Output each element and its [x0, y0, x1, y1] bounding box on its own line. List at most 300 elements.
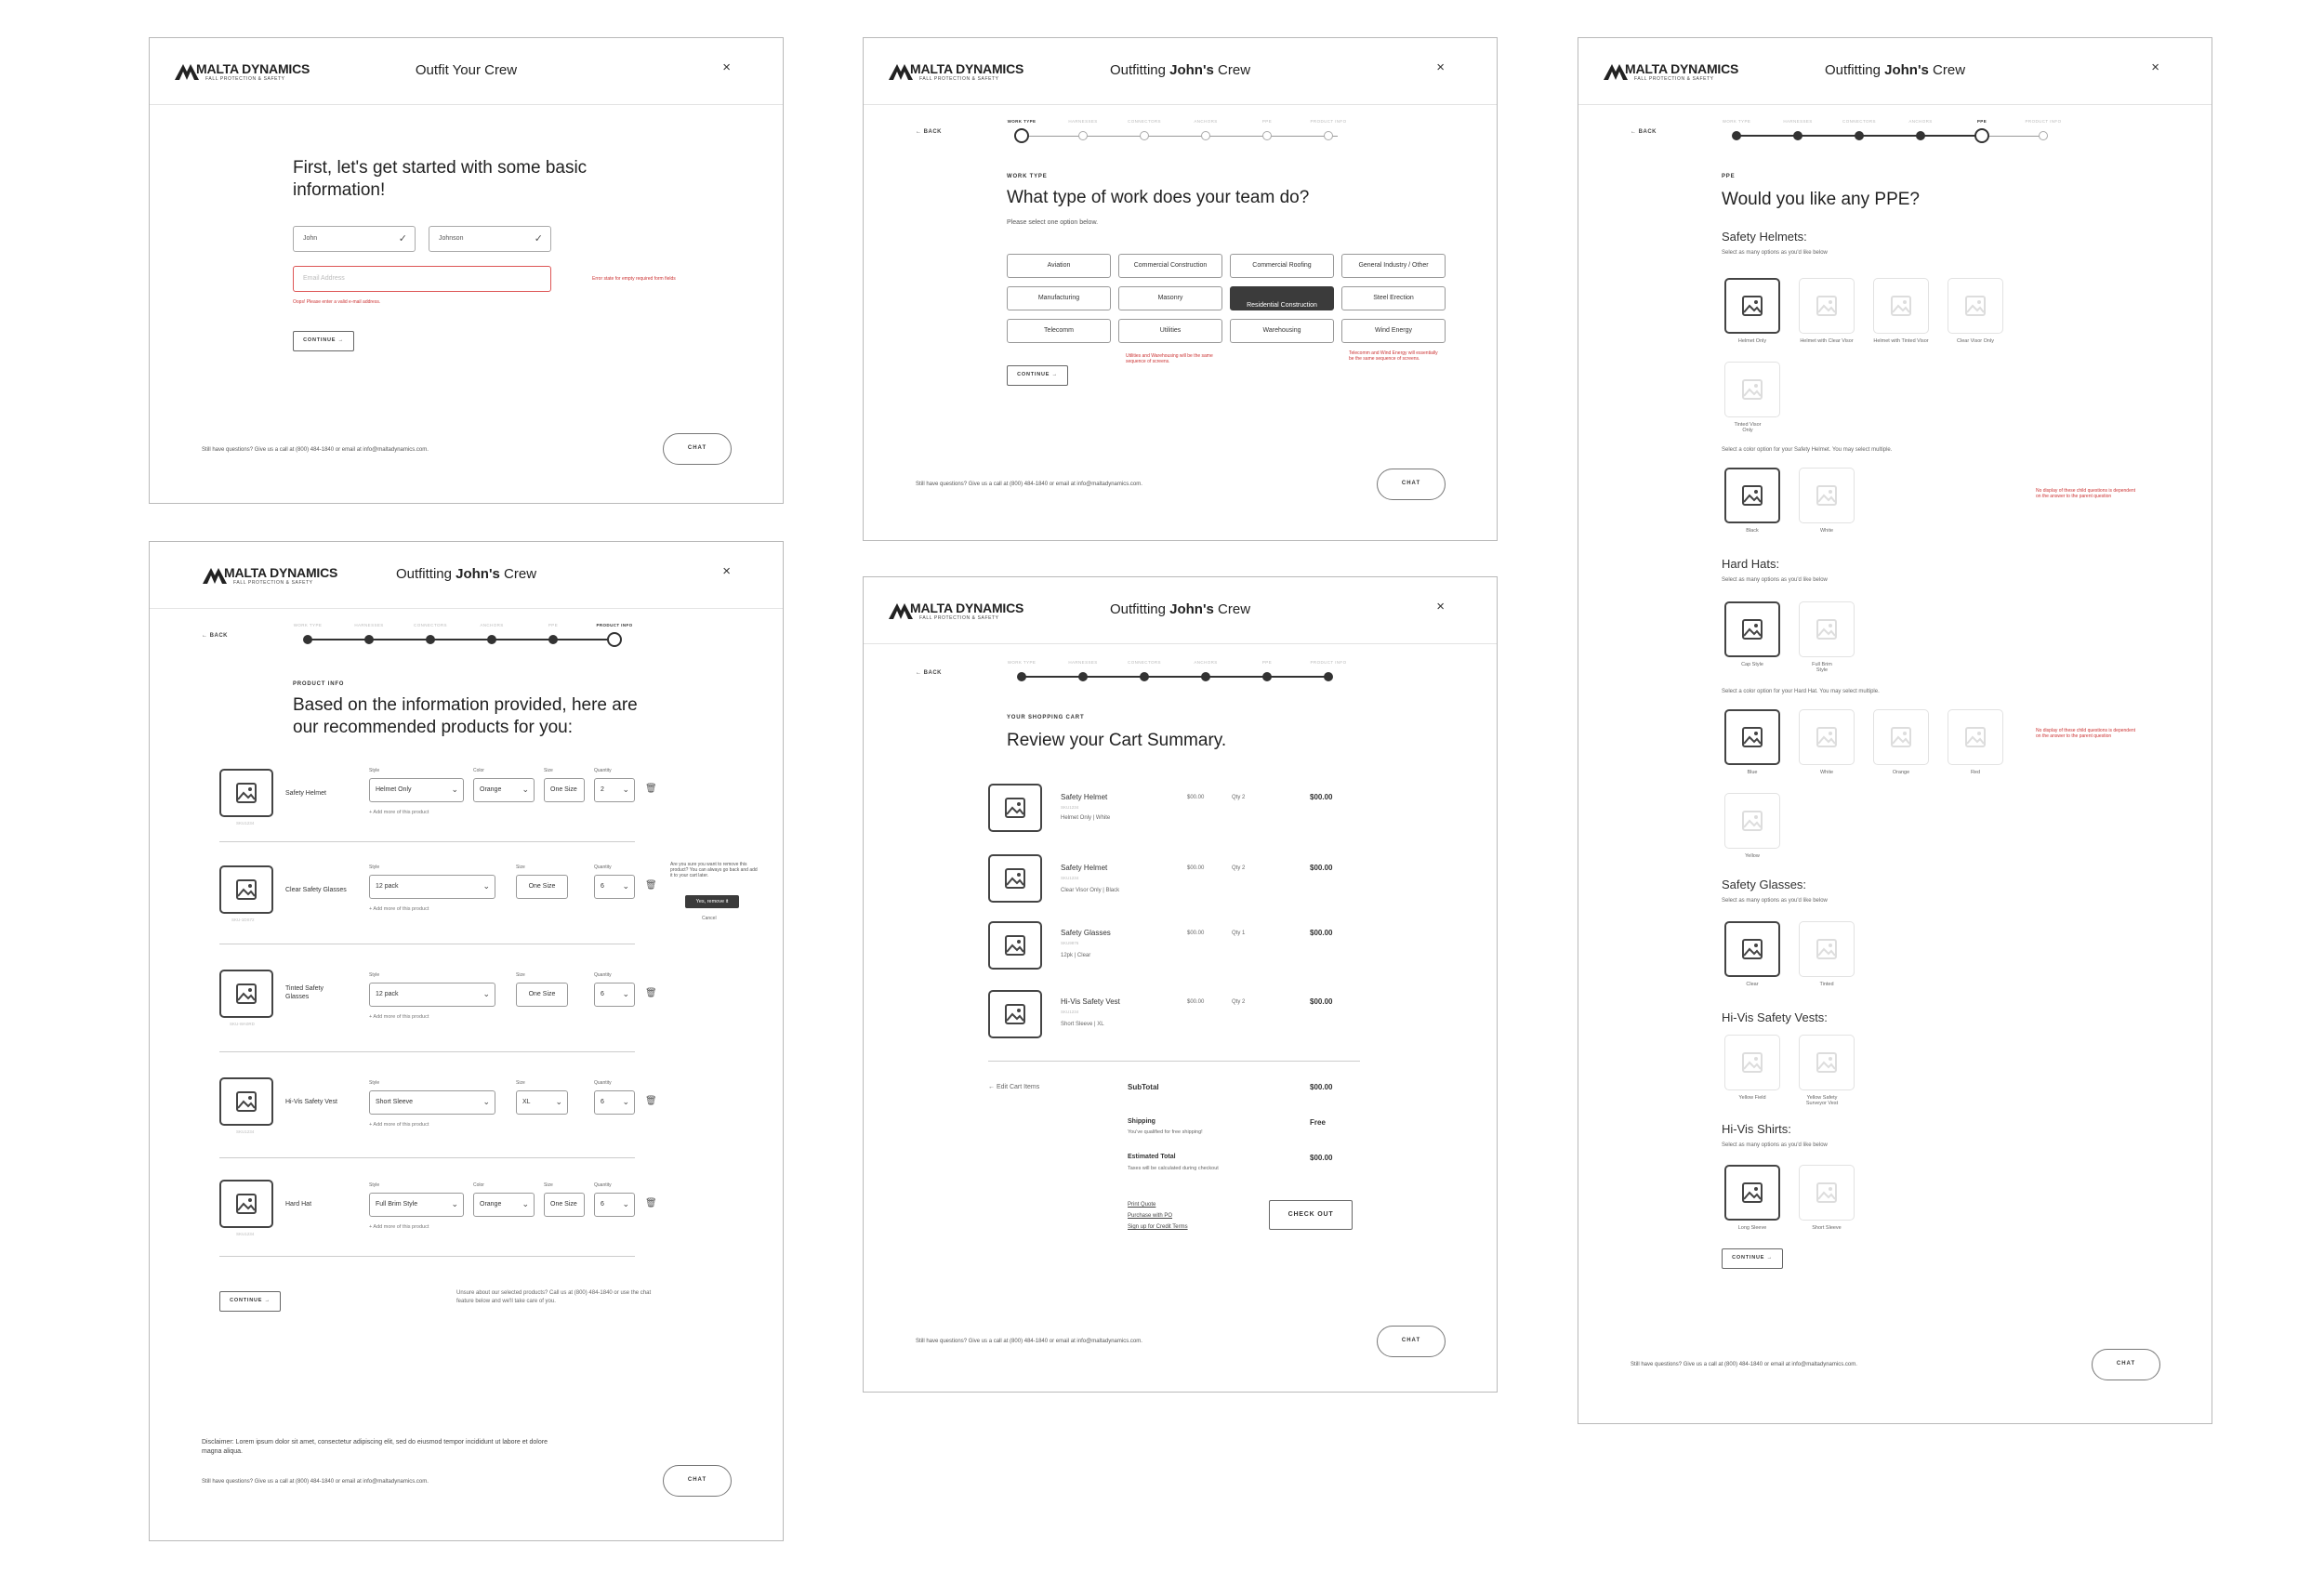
hardhats-hint: Select as many options as you'd like below	[1722, 577, 1828, 583]
field-label: Quantity	[594, 865, 612, 870]
step-dot	[1078, 131, 1088, 140]
image-icon	[1741, 1182, 1763, 1204]
page-subtext: Please select one option below.	[1007, 219, 1099, 226]
continue-button[interactable]: CONTINUE →	[1722, 1248, 1783, 1269]
cart-item-detail: 12pk | Clear	[1061, 953, 1091, 958]
check-icon: ✓	[534, 233, 543, 244]
screen-work-type	[863, 37, 1498, 541]
quantity-select[interactable]: 6 ⌄	[594, 1090, 635, 1115]
first-name-field[interactable]: John ✓	[293, 226, 416, 252]
step-label: CONNECTORS	[1128, 660, 1161, 665]
cart-item-name: Safety Helmet	[1061, 864, 1108, 872]
product-image	[219, 865, 273, 914]
option-caption: Clear Visor Only	[1957, 338, 1994, 344]
chevron-down-icon: ⌄	[482, 881, 490, 891]
work-type-option[interactable]: Aviation	[1007, 254, 1111, 278]
add-more-link[interactable]: + Add more of this product	[369, 1122, 429, 1128]
field-label: Style	[369, 1080, 380, 1086]
image-icon	[1816, 484, 1838, 507]
step-label: PPE	[548, 623, 559, 627]
page-heading: Based on the information provided, here are our recommended products for you:	[293, 695, 638, 737]
image-icon	[1816, 726, 1838, 748]
image-icon	[1890, 726, 1912, 748]
credit-terms-link[interactable]: Sign up for Credit Terms	[1128, 1224, 1188, 1230]
step-dot	[487, 635, 496, 644]
helmet-option[interactable]	[1724, 362, 1780, 417]
cart-item-qty: Qty 2	[1232, 865, 1246, 871]
cart-item-image	[988, 921, 1042, 970]
image-icon	[1816, 938, 1838, 960]
trash-icon[interactable]: 🗑	[645, 1198, 657, 1208]
step-dot	[1262, 672, 1272, 681]
chevron-down-icon: ⌄	[522, 1199, 529, 1208]
step-dot	[1324, 131, 1333, 140]
screen-ppe	[1578, 37, 2212, 1424]
modal-title: Outfitting John's Crew	[1109, 62, 1251, 78]
progress-stepper	[293, 623, 633, 651]
option-caption: White	[1819, 770, 1834, 775]
divider	[988, 1061, 1360, 1062]
chevron-down-icon: ⌄	[622, 881, 629, 891]
step-dot	[1916, 131, 1925, 140]
checkout-button[interactable]: CHECK OUT	[1269, 1200, 1353, 1230]
chevron-down-icon: ⌄	[622, 1199, 629, 1208]
footer-contact: Still have questions? Give us a call at (800) 484-1840 or email at info@maltadynamics.com.	[1631, 1362, 1857, 1367]
step-dot	[364, 635, 374, 644]
glasses-hint: Select as many options as you'd like below	[1722, 898, 1828, 904]
step-label: PPE	[1261, 119, 1273, 124]
section-eyebrow: PRODUCT INFO	[293, 681, 345, 687]
field-label: Quantity	[594, 768, 612, 773]
helmet-option[interactable]	[1799, 278, 1855, 334]
image-icon	[235, 782, 257, 804]
cart-item-sku: SKU1234	[1061, 1010, 1079, 1014]
glasses-option[interactable]	[1724, 921, 1780, 977]
cart-item-detail: Clear Visor Only | Black	[1061, 888, 1120, 893]
hardhat-color-option[interactable]	[1724, 793, 1780, 849]
product-sku: SKU1234	[236, 821, 255, 825]
close-icon[interactable]: ×	[722, 563, 731, 579]
chevron-down-icon: ⌄	[451, 1199, 458, 1208]
cart-item-qty: Qty 1	[1232, 931, 1246, 936]
progress-stepper	[1007, 119, 1347, 147]
step-label: HARNESSES	[354, 623, 384, 627]
cart-item-sku: SKU9876	[1061, 941, 1079, 945]
vest-option[interactable]	[1799, 1035, 1855, 1090]
field-label: Quantity	[594, 1182, 612, 1188]
footer-contact: Still have questions? Give us a call at (800) 484-1840 or email at info@maltadynamics.com.	[916, 482, 1142, 487]
image-icon	[1816, 1051, 1838, 1074]
image-icon	[1741, 810, 1763, 832]
shipping-label: Shipping	[1128, 1118, 1155, 1125]
field-label: Size	[544, 768, 553, 773]
remove-cancel-link[interactable]: Cancel	[702, 916, 717, 921]
option-caption: Short Sleeve	[1812, 1225, 1842, 1231]
image-icon	[235, 1193, 257, 1215]
step-label: PPE	[1261, 660, 1273, 665]
disclaimer: Disclaimer: Lorem ipsum dolor sit amet, consectetur adipiscing elit, sed do eiusmod tempor incididunt ut labore et dolore magna aliqua.	[202, 1439, 548, 1455]
modal-title: Outfitting John's Crew	[1109, 601, 1251, 617]
brand-logo: MALTA DYNAMICS FALL PROTECTION & SAFETY	[888, 600, 1027, 624]
image-icon	[1004, 934, 1026, 957]
step-dot	[1974, 128, 1989, 143]
image-icon	[235, 878, 257, 901]
add-more-link[interactable]: + Add more of this product	[369, 1224, 429, 1230]
cart-item-price: $00.00	[1187, 795, 1205, 800]
work-type-option[interactable]: Manufacturing	[1007, 286, 1111, 310]
image-icon	[1741, 484, 1763, 507]
add-more-link[interactable]: + Add more of this product	[369, 810, 429, 815]
option-caption: Yellow Field	[1738, 1095, 1766, 1101]
step-dot	[607, 632, 622, 647]
subtotal-label: SubTotal	[1128, 1083, 1159, 1091]
cart-item-detail: Short Sleeve | XL	[1061, 1022, 1104, 1027]
cart-item-name: Hi-Vis Safety Vest	[1061, 997, 1120, 1006]
step-label: CONNECTORS	[1842, 119, 1876, 124]
step-label: ANCHORS	[1908, 119, 1933, 124]
chevron-down-icon: ⌄	[482, 989, 490, 998]
work-type-option[interactable]: General Industry / Other	[1341, 254, 1446, 278]
step-label: HARNESSES	[1783, 119, 1813, 124]
trash-icon[interactable]: 🗑	[645, 988, 657, 998]
chat-button[interactable]: CHAT	[1377, 1326, 1446, 1357]
field-label: Quantity	[594, 1080, 612, 1086]
brand-logo: MALTA DYNAMICS FALL PROTECTION & SAFETY	[888, 60, 1027, 85]
image-icon	[1741, 938, 1763, 960]
step-label: PPE	[1976, 119, 1987, 124]
image-icon	[1964, 726, 1987, 748]
cart-item-qty: Qty 2	[1232, 795, 1246, 800]
progress-stepper	[1722, 119, 2062, 147]
work-type-option[interactable]: Commercial Roofing	[1230, 254, 1334, 278]
work-type-option[interactable]: Wind Energy	[1341, 319, 1446, 343]
helmet-option[interactable]	[1948, 278, 2003, 334]
field-label: Size	[516, 1080, 525, 1086]
brand-logo: MALTA DYNAMICS FALL PROTECTION & SAFETY	[202, 564, 341, 588]
product-sku: SKU-1DS72	[231, 918, 255, 922]
brand-logo: MALTA DYNAMICS FALL PROTECTION & SAFETY	[174, 60, 313, 85]
field-label: Quantity	[594, 972, 612, 978]
image-icon	[1004, 1003, 1026, 1025]
close-icon[interactable]: ×	[2151, 59, 2159, 75]
trash-icon[interactable]: 🗑	[645, 1096, 657, 1106]
hardhat-color-option[interactable]	[1724, 709, 1780, 765]
close-icon[interactable]: ×	[1436, 599, 1445, 614]
style-select[interactable]: 12 pack ⌄	[369, 983, 495, 1007]
option-caption: Helmet with Clear Visor	[1800, 338, 1854, 344]
step-dot	[548, 635, 558, 644]
section-eyebrow: PPE	[1722, 174, 1736, 179]
step-label: PRODUCT INFO	[596, 623, 633, 627]
step-dot	[1140, 672, 1149, 681]
chevron-down-icon: ⌄	[622, 1097, 629, 1106]
edit-cart-link[interactable]: ← Edit Cart Items	[988, 1084, 1040, 1090]
product-name: Tinted Safety Glasses	[285, 985, 324, 1000]
product-sku: SKU1234	[236, 1232, 255, 1236]
product-sku: SKU-WA0RD	[230, 1022, 255, 1026]
image-icon	[1741, 1051, 1763, 1074]
image-icon	[235, 1090, 257, 1113]
cart-item-total: $00.00	[1310, 997, 1333, 1006]
image-icon	[1890, 295, 1912, 317]
divider	[219, 1051, 635, 1052]
step-label: CONNECTORS	[1128, 119, 1161, 124]
field-label: Color	[473, 1182, 484, 1188]
hardhat-color-hint: Select a color option for your Hard Hat. You may select multiple.	[1722, 689, 1880, 694]
add-more-link[interactable]: + Add more of this product	[369, 906, 429, 912]
page-heading: What type of work does your team do?	[1007, 188, 1310, 207]
hardhat-option[interactable]	[1724, 601, 1780, 657]
image-icon	[1816, 1182, 1838, 1204]
arrow-left-icon: ←	[988, 1084, 997, 1090]
quantity-select[interactable]: 6 ⌄	[594, 1193, 635, 1217]
step-dot	[303, 635, 312, 644]
field-label: Style	[369, 1182, 380, 1188]
cart-item-detail: Helmet Only | White	[1061, 815, 1111, 821]
style-select[interactable]: 12 pack ⌄	[369, 875, 495, 899]
option-caption: Yellow Safety Surveyor Vest	[1805, 1095, 1839, 1106]
chat-button[interactable]: CHAT	[663, 433, 732, 465]
option-caption: Yellow	[1745, 853, 1760, 859]
field-label: Style	[369, 865, 380, 870]
field-label: Size	[516, 865, 525, 870]
quantity-select[interactable]: 2 ⌄	[594, 778, 635, 802]
option-caption: Long Sleeve	[1737, 1225, 1767, 1231]
glasses-title: Safety Glasses:	[1722, 878, 1807, 891]
cart-item-total: $00.00	[1310, 929, 1333, 937]
cart-item-image	[988, 784, 1042, 832]
back-link[interactable]: ← BACK	[916, 129, 942, 135]
chevron-down-icon: ⌄	[482, 1097, 490, 1106]
annotation-note: Telecomm and Wind Energy will essentially be the same sequence of screens.	[1349, 350, 1438, 362]
step-label: PRODUCT INFO	[2025, 119, 2062, 124]
work-type-option[interactable]: Warehousing	[1230, 319, 1334, 343]
page-heading: Would you like any PPE?	[1722, 190, 1920, 209]
color-select[interactable]: Orange ⌄	[473, 1193, 535, 1217]
option-caption: Red	[1970, 770, 1981, 775]
cart-item-name: Safety Helmet	[1061, 793, 1108, 801]
chat-button[interactable]: CHAT	[2092, 1349, 2160, 1380]
divider	[219, 841, 635, 842]
option-caption: Blue	[1747, 770, 1758, 775]
color-select[interactable]: Orange ⌄	[473, 778, 535, 802]
helmet-color-hint: Select a color option for your Safety Helmet. You may select multiple.	[1722, 447, 1893, 453]
divider	[219, 1256, 635, 1257]
back-link[interactable]: ← BACK	[202, 633, 228, 639]
purchase-po-link[interactable]: Purchase with PO	[1128, 1213, 1173, 1219]
modal-title: Outfitting John's Crew	[395, 566, 537, 582]
work-type-option[interactable]: Telecomm	[1007, 319, 1111, 343]
work-type-option-selected[interactable]: Residential Construction	[1230, 286, 1334, 310]
step-dot	[1201, 131, 1210, 140]
step-dot	[426, 635, 435, 644]
shirt-option[interactable]	[1799, 1165, 1855, 1221]
product-name: Clear Safety Glasses	[285, 887, 347, 893]
product-name: Safety Helmet	[285, 790, 326, 797]
work-type-option[interactable]: Masonry	[1118, 286, 1222, 310]
section-eyebrow: YOUR SHOPPING CART	[1007, 715, 1085, 720]
print-quote-link[interactable]: Print Quote	[1128, 1202, 1156, 1208]
shipping-note: You've qualified for free shipping!	[1128, 1129, 1203, 1135]
step-dot	[1140, 131, 1149, 140]
option-caption: Cap Style	[1741, 662, 1763, 667]
back-link[interactable]: ← BACK	[1631, 129, 1657, 135]
cart-item-image	[988, 854, 1042, 903]
add-more-link[interactable]: + Add more of this product	[369, 1014, 429, 1020]
helmet-color-option[interactable]	[1724, 468, 1780, 523]
chat-button[interactable]: CHAT	[1377, 469, 1446, 500]
cart-item-sku: SKU1234	[1061, 805, 1079, 810]
subtotal-value: $00.00	[1310, 1083, 1333, 1091]
cart-item-total: $00.00	[1310, 793, 1333, 801]
shirt-option[interactable]	[1724, 1165, 1780, 1221]
screen-product-info	[149, 541, 784, 1541]
unsure-help-text: Unsure about our selected products? Call us at (800) 484-1840 or use the chat feature below and we'll take care of you.	[456, 1290, 652, 1304]
footer-contact: Still have questions? Give us a call at (800) 484-1840 or email at info@maltadynamics.com.	[916, 1339, 1142, 1344]
chevron-down-icon: ⌄	[622, 785, 629, 794]
image-icon	[1741, 378, 1763, 401]
helmet-color-option[interactable]	[1799, 468, 1855, 523]
vest-option[interactable]	[1724, 1035, 1780, 1090]
size-select[interactable]: XL ⌄	[516, 1090, 568, 1115]
step-dot	[1262, 131, 1272, 140]
cart-item-price: $00.00	[1187, 865, 1205, 871]
size-field[interactable]: One Size	[516, 983, 568, 1007]
footer-contact: Still have questions? Give us a call at (800) 484-1840 or email at info@maltadynamics.com.	[202, 1479, 429, 1485]
trash-icon[interactable]: 🗑	[645, 880, 657, 891]
style-select[interactable]: Helmet Only ⌄	[369, 778, 464, 802]
modal-header	[150, 542, 783, 609]
shirts-hint: Select as many options as you'd like below	[1722, 1142, 1828, 1148]
step-label: ANCHORS	[480, 623, 504, 627]
helmet-option[interactable]	[1724, 278, 1780, 334]
option-caption: Black	[1746, 528, 1759, 534]
close-icon[interactable]: ×	[722, 59, 731, 75]
step-dot	[1017, 672, 1026, 681]
step-dot	[1732, 131, 1741, 140]
step-label: PRODUCT INFO	[1310, 119, 1347, 124]
image-icon	[1004, 867, 1026, 890]
field-label: Style	[369, 768, 380, 773]
step-label: ANCHORS	[1194, 119, 1218, 124]
hardhat-option[interactable]	[1799, 601, 1855, 657]
size-field[interactable]: One Size	[516, 875, 568, 899]
image-icon	[1741, 726, 1763, 748]
option-caption: Tinted	[1819, 982, 1834, 987]
modal-header	[864, 38, 1497, 105]
helmet-option[interactable]	[1873, 278, 1929, 334]
step-dot	[1014, 128, 1029, 143]
product-name: Hard Hat	[285, 1201, 312, 1208]
back-link[interactable]: ← BACK	[916, 670, 942, 676]
option-caption: Helmet with Tinted Visor	[1873, 338, 1929, 344]
size-field[interactable]: One Size	[544, 778, 585, 802]
style-select[interactable]: Full Brim Style ⌄	[369, 1193, 464, 1217]
step-label: PRODUCT INFO	[1310, 660, 1347, 665]
step-label: WORK TYPE	[1007, 119, 1037, 124]
option-caption: Full Brim Style	[1812, 662, 1832, 673]
size-field[interactable]: One Size	[544, 1193, 585, 1217]
hardhat-color-option[interactable]	[1948, 709, 2003, 765]
modal-header	[1578, 38, 2212, 105]
trash-icon[interactable]: 🗑	[645, 784, 657, 794]
cart-item-sku: SKU1234	[1061, 876, 1079, 880]
remove-confirm-button[interactable]: Yes, remove it	[685, 895, 739, 908]
page-heading: Review your Cart Summary.	[1007, 731, 1227, 750]
quantity-select[interactable]: 6 ⌄	[594, 983, 635, 1007]
cart-item-price: $00.00	[1187, 931, 1205, 936]
image-icon	[235, 983, 257, 1005]
step-label: CONNECTORS	[414, 623, 447, 627]
glasses-option[interactable]	[1799, 921, 1855, 977]
chat-button[interactable]: CHAT	[663, 1465, 732, 1497]
modal-title: Outfit Your Crew	[415, 62, 518, 78]
step-dot	[1324, 672, 1333, 681]
shipping-value: Free	[1310, 1118, 1326, 1127]
field-label: Color	[473, 768, 484, 773]
product-image	[219, 1180, 273, 1228]
step-label: WORK TYPE	[1007, 660, 1037, 665]
work-type-option[interactable]: Steel Erection	[1341, 286, 1446, 310]
cart-item-total: $00.00	[1310, 864, 1333, 872]
cart-item-qty: Qty 2	[1232, 999, 1246, 1005]
step-dot	[2039, 131, 2048, 140]
step-label: HARNESSES	[1068, 660, 1098, 665]
option-caption: White	[1819, 528, 1834, 534]
image-icon	[1741, 295, 1763, 317]
close-icon[interactable]: ×	[1436, 59, 1445, 75]
error-annotation: Error state for empty required form fields	[592, 276, 676, 282]
helmets-title: Safety Helmets:	[1722, 230, 1807, 244]
cart-item-price: $00.00	[1187, 999, 1205, 1005]
work-type-option[interactable]: Commercial Construction	[1118, 254, 1222, 278]
modal-title: Outfitting John's Crew	[1824, 62, 1966, 78]
chevron-down-icon: ⌄	[451, 785, 458, 794]
email-field[interactable]: Email Address	[293, 266, 551, 292]
estimated-total-label: Estimated Total	[1128, 1154, 1176, 1160]
option-caption: Helmet Only	[1737, 338, 1767, 344]
continue-button[interactable]: CONTINUE →	[293, 331, 354, 351]
check-icon: ✓	[398, 233, 407, 244]
step-dot	[1793, 131, 1802, 140]
hardhat-color-option[interactable]	[1873, 709, 1929, 765]
image-icon	[1816, 618, 1838, 640]
step-label: HARNESSES	[1068, 119, 1098, 124]
remove-confirm-text: Are you sure you want to remove this product? You can always go back and add it to your cart later.	[670, 862, 758, 878]
estimated-total-value: $00.00	[1310, 1154, 1333, 1162]
modal-header	[150, 38, 783, 105]
option-caption: Tinted Visor Only	[1734, 422, 1762, 433]
chevron-down-icon: ⌄	[555, 1097, 562, 1106]
continue-button[interactable]: CONTINUE →	[219, 1291, 281, 1312]
option-caption: Clear	[1746, 982, 1759, 987]
last-name-field[interactable]: Johnson ✓	[429, 226, 551, 252]
progress-stepper	[1007, 660, 1347, 688]
style-select[interactable]: Short Sleeve ⌄	[369, 1090, 495, 1115]
hardhat-color-option[interactable]	[1799, 709, 1855, 765]
field-label: Size	[544, 1182, 553, 1188]
page-heading: First, let's get started with some basic information!	[293, 158, 588, 200]
shirts-title: Hi-Vis Shirts:	[1722, 1122, 1791, 1136]
quantity-select[interactable]: 6 ⌄	[594, 875, 635, 899]
product-image	[219, 769, 273, 817]
divider	[219, 1157, 635, 1158]
work-type-option[interactable]: Utilities	[1118, 319, 1222, 343]
annotation-note: Utilities and Warehousing will be the same sequence of screens.	[1126, 353, 1213, 364]
continue-button[interactable]: CONTINUE →	[1007, 365, 1068, 386]
screen-cart-summary	[863, 576, 1498, 1393]
step-dot	[1855, 131, 1864, 140]
